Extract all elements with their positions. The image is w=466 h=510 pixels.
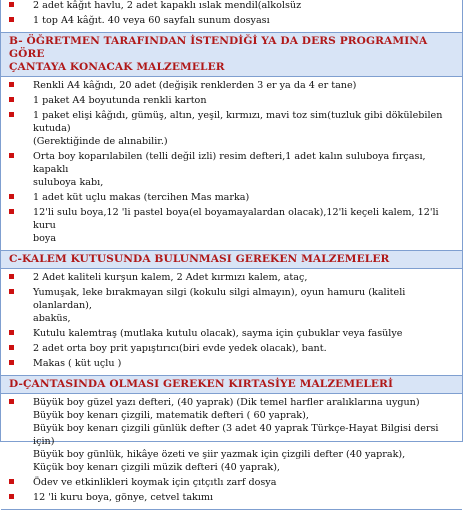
section-b-heading	[1, 33, 462, 77]
item-text: 1 paket elişi kâğıdı, gümüş, altın, yeşil, kırmızı, mavi toz sim(tuzluk gibi dökülebilen kutuda)	[33, 110, 443, 134]
list-item	[7, 0, 458, 12]
bullet-icon	[9, 360, 14, 365]
section-b-list	[1, 77, 462, 250]
section-c-list	[1, 269, 462, 375]
section-d-heading: D-ÇANTASINDA OLMASI GEREKEN KIRTASİYE MALZEMELERİ	[1, 376, 462, 394]
item-text: Küçük boy kenarı çizgili müzik defteri (40 yaprak),	[33, 462, 280, 473]
list-item	[7, 14, 458, 27]
item-text: (Gerektiğinde de alınabilir.)	[33, 136, 168, 147]
item-text: Orta boy koparılabilen (telli değil izli) resim defteri,1 adet kalın suluboya fırçası, kapaklı	[33, 151, 426, 175]
bullet-icon	[9, 112, 14, 117]
item-text: 1 adet küt uçlu makas (tercihen Mas marka)	[33, 192, 250, 203]
item-text: Renkli A4 kâğıdı, 20 adet (değişik renklerden 3 er ya da 4 er tane)	[33, 80, 357, 91]
list-item	[7, 491, 458, 504]
item-text: 12 'li kuru boya, gönye, cetvel takımı	[33, 492, 214, 503]
list-item	[7, 327, 458, 340]
item-text: 1 top A4 kâğıt. 40 veya 60 sayfalı sunum dosyası	[33, 15, 270, 26]
bullet-icon	[9, 209, 14, 214]
item-text: Yumuşak, leke bırakmayan silgi (kokulu silgi almayın), oyun hamuru (kaliteli olanlardan),	[33, 287, 406, 311]
bullet-icon	[9, 330, 14, 335]
bullet-icon	[9, 153, 14, 158]
bullet-icon	[9, 194, 14, 199]
item-text: 2 adet orta boy prit yapıştırıcı(biri evde yedek olacak), bant.	[33, 343, 327, 354]
list-item	[7, 109, 458, 148]
section-a	[1, 0, 462, 33]
item-text: suluboya kabı,	[33, 177, 104, 188]
list-item	[7, 357, 458, 370]
item-text: Ödev ve etkinlikleri koymak için çıtçıtlı zarf dosya	[33, 477, 277, 488]
bullet-icon	[9, 479, 14, 484]
list-item	[7, 150, 458, 189]
list-item	[7, 79, 458, 92]
bullet-icon	[9, 345, 14, 350]
section-b-heading-line: ÇANTAYA KONACAK MALZEMELER	[9, 61, 225, 73]
item-text: Büyük boy kenarı çizgili günlük defter (3 adet 40 yaprak Türkçe-Hayat Bilgisi dersi için)	[33, 423, 439, 447]
item-text: 12'li sulu boya,12 'li pastel boya(el boyamayalardan olacak),12'li keçeli kalem, 12'li kuru	[33, 207, 439, 231]
item-text: abaküs,	[33, 313, 71, 324]
list-item	[7, 191, 458, 204]
section-b-heading-line: B- ÖĞRETMEN TARAFINDAN İSTENDİĞİ YA DA DERS PROGRAMINA GÖRE	[9, 35, 428, 60]
list-item	[7, 206, 458, 245]
list-item	[7, 94, 458, 107]
section-c	[1, 251, 462, 376]
item-text: boya	[33, 233, 57, 244]
list-item	[7, 396, 458, 474]
item-text: 2 Adet kaliteli kurşun kalem, 2 Adet kırmızı kalem, ataç,	[33, 272, 308, 283]
bullet-icon	[9, 2, 14, 7]
item-text: 2 adet kâğıt havlu, 2 adet kapaklı ıslak mendil(alkolsüz	[33, 0, 302, 11]
list-item	[7, 286, 458, 325]
item-text: 1 paket A4 boyutunda renkli karton	[33, 95, 207, 106]
item-text: Kutulu kalemtraş (mutlaka kutulu olacak), sayma için çubuklar veya fasülye	[33, 328, 403, 339]
item-text: Büyük boy güzel yazı defteri, (40 yaprak) (Dik temel harfler aralıklarına uygun)	[33, 397, 420, 408]
list-item	[7, 476, 458, 489]
list-item	[7, 271, 458, 284]
bullet-icon	[9, 399, 14, 404]
bullet-icon	[9, 17, 14, 22]
bullet-icon	[9, 494, 14, 499]
bullet-icon	[9, 289, 14, 294]
section-c-heading: C-KALEM KUTUSUNDA BULUNMASI GEREKEN MALZEMELER	[1, 251, 462, 269]
list-item	[7, 342, 458, 355]
bullet-icon	[9, 274, 14, 279]
item-text: Makas ( küt uçlu )	[33, 358, 122, 369]
section-a-list	[1, 0, 462, 32]
section-d	[1, 376, 462, 510]
bullet-icon	[9, 82, 14, 87]
section-b	[1, 33, 462, 251]
item-text: Büyük boy kenarı çizgili, matematik defteri ( 60 yaprak),	[33, 410, 309, 421]
bullet-icon	[9, 97, 14, 102]
section-d-list	[1, 394, 462, 509]
item-text: Büyük boy günlük, hikâye özeti ve şiir yazmak için çizgili defter (40 yaprak),	[33, 449, 406, 460]
